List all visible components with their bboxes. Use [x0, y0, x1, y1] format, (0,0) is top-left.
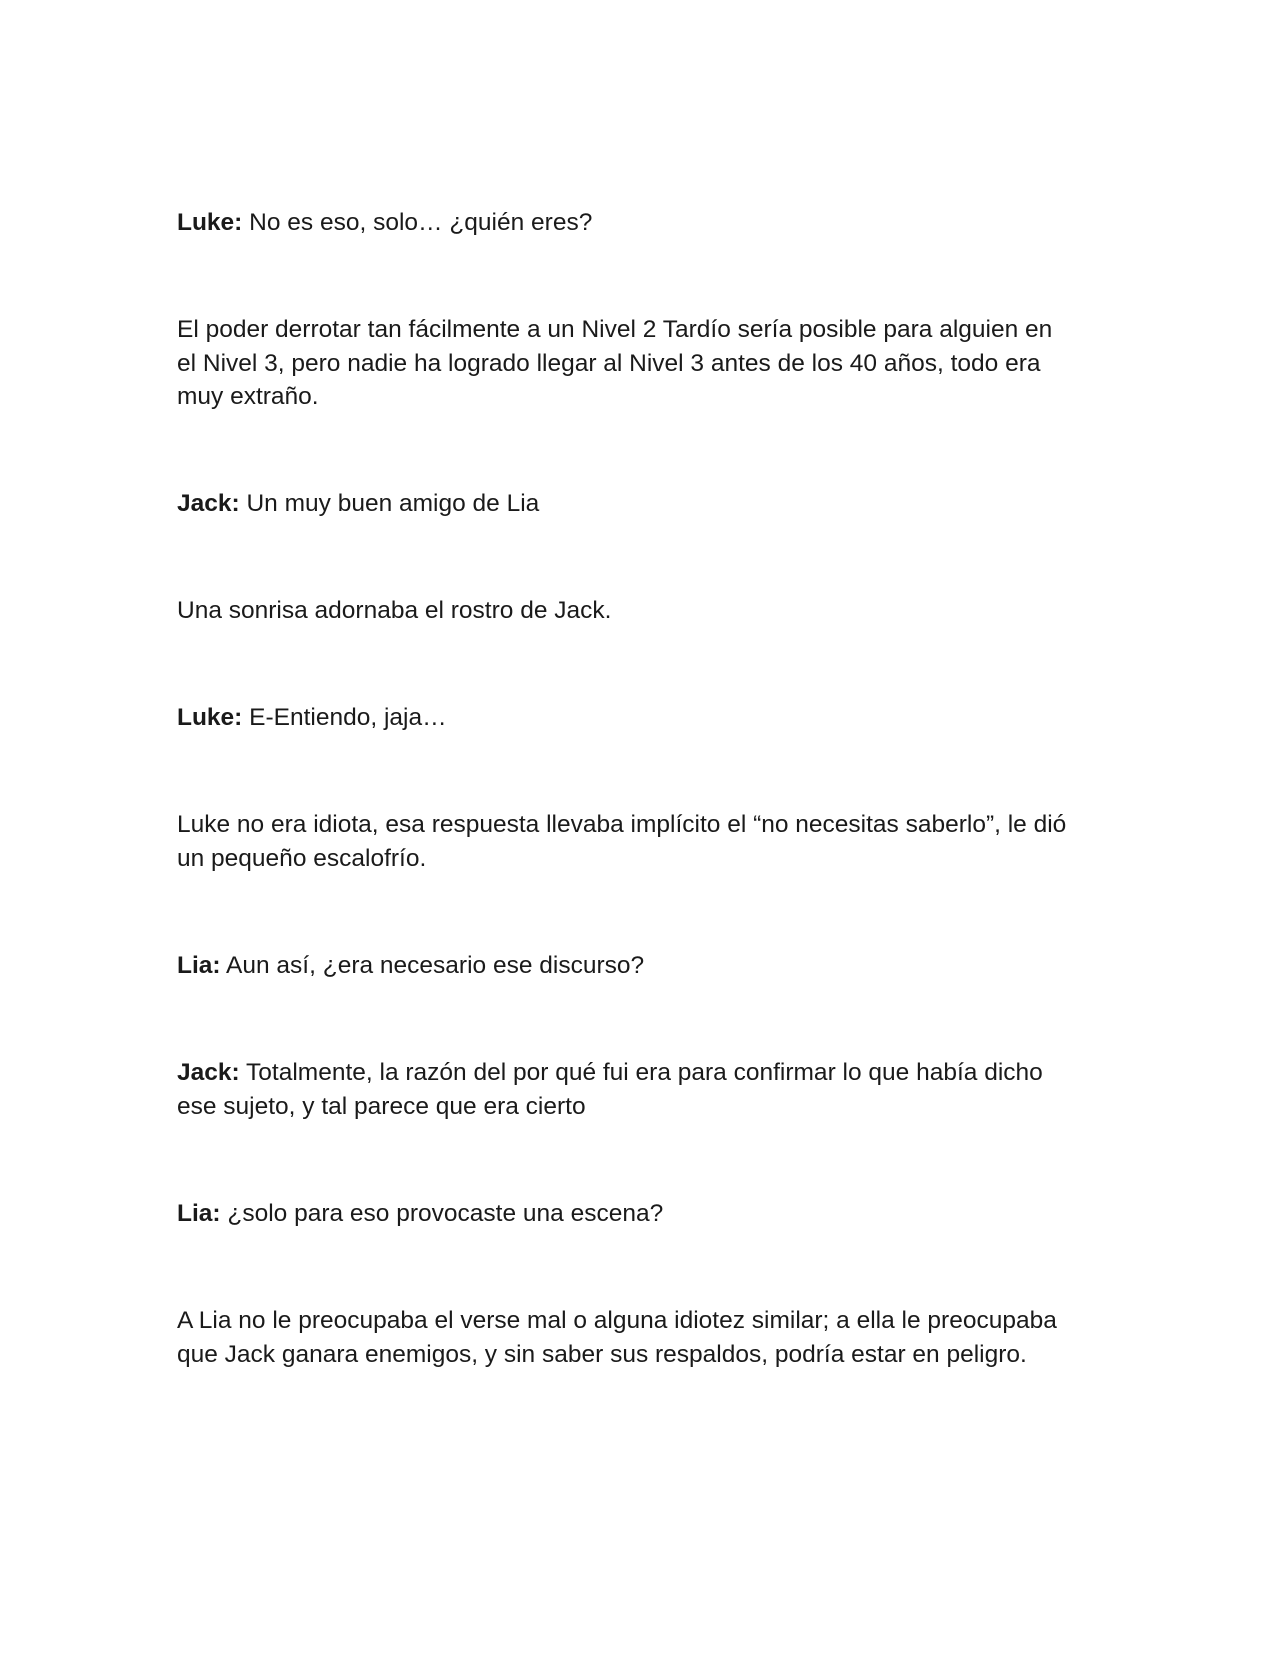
- paragraph-line: El poder derrotar tan fácilmente a un Nivel 2 Tardío sería posible para alguien en: [177, 316, 1053, 343]
- paragraph-line: ese sujeto, y tal parece que era cierto: [177, 1092, 586, 1120]
- dialogue-text: Totalmente, la razón del por qué fui era para confirmar lo que había dicho: [246, 1059, 1043, 1086]
- paragraph-line: el Nivel 3, pero nadie ha logrado llegar al Nivel 3 antes de los 40 años, todo era: [177, 349, 1041, 377]
- dialogue-jack-2: [177, 1056, 1107, 1123]
- dialogue-luke-1: [177, 206, 1107, 240]
- paragraph-line: un pequeño escalofrío.: [177, 844, 427, 872]
- speaker-name: Jack:: [177, 1059, 240, 1086]
- dialogue-lia-2: [177, 1197, 1107, 1231]
- narration-paragraph-1: [177, 313, 1107, 414]
- dialogue-text: Aun así, ¿era necesario ese discurso?: [226, 952, 645, 979]
- dialogue-lia-1: [177, 949, 1107, 983]
- dialogue-text: Un muy buen amigo de Lia: [246, 490, 540, 517]
- speaker-name: Luke:: [177, 209, 243, 236]
- paragraph-line: que Jack ganara enemigos, y sin saber sus respaldos, podría estar en peligro.: [177, 1340, 1027, 1368]
- speaker-name: Jack:: [177, 490, 240, 517]
- speaker-name: Lia:: [177, 952, 221, 979]
- dialogue-jack-1: [177, 487, 1107, 521]
- dialogue-text: No es eso, solo… ¿quién eres?: [249, 209, 593, 236]
- dialogue-luke-2: [177, 701, 1107, 735]
- dialogue-text: ¿solo para eso provocaste una escena?: [227, 1200, 664, 1227]
- paragraph-line: [177, 1056, 1107, 1090]
- narration-paragraph-2: [177, 594, 1107, 628]
- paragraph-line: Una sonrisa adornaba el rostro de Jack.: [177, 597, 612, 624]
- paragraph-line: A Lia no le preocupaba el verse mal o alguna idiotez similar; a ella le preocupaba: [177, 1307, 1057, 1334]
- speaker-name: Lia:: [177, 1200, 221, 1227]
- paragraph-line: muy extraño.: [177, 383, 319, 410]
- dialogue-text: E-Entiendo, jaja…: [249, 704, 447, 731]
- narration-paragraph-3: [177, 808, 1107, 875]
- paragraph-line: Luke no era idiota, esa respuesta llevaba implícito el “no necesitas saberlo”, le dió: [177, 811, 1067, 838]
- speaker-name: Luke:: [177, 704, 243, 731]
- narration-paragraph-4: [177, 1304, 1107, 1371]
